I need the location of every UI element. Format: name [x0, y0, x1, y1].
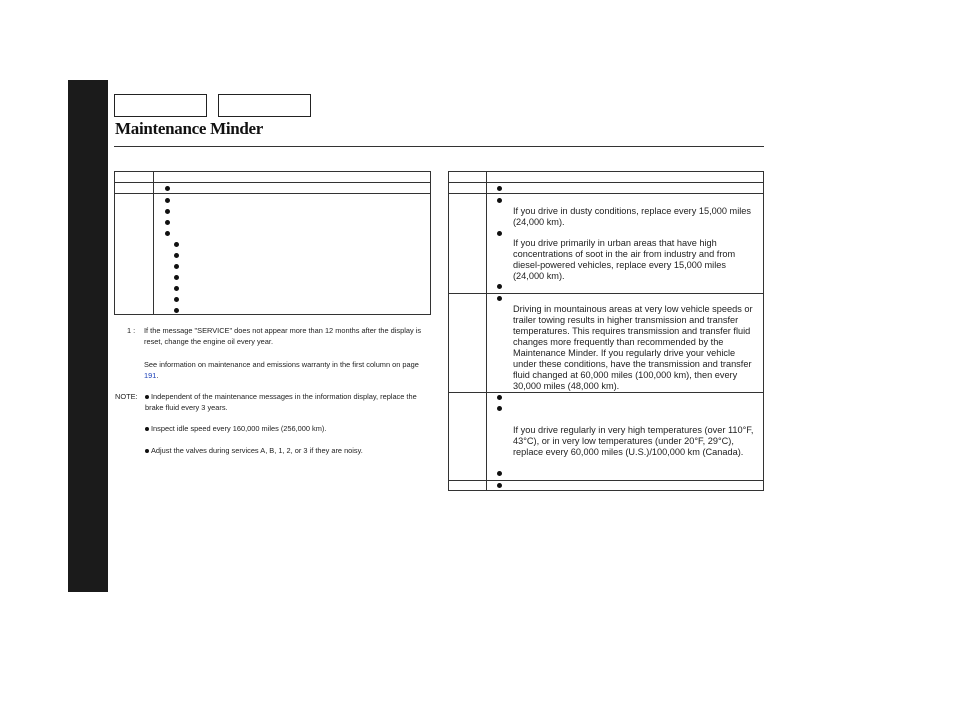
warranty-suffix: . — [156, 370, 159, 380]
bullet-icon — [497, 406, 502, 411]
bullet-icon — [497, 186, 502, 191]
bullet-icon — [174, 264, 179, 269]
bullet-icon — [145, 449, 149, 453]
bullet-icon — [165, 209, 170, 214]
bullet-icon — [497, 231, 502, 236]
note-text: Adjust the valves during services A, B, 1, 2, or 3 if they are noisy. — [151, 446, 363, 455]
bullet-icon — [497, 296, 502, 301]
bullet-icon — [165, 231, 170, 236]
bullet-icon — [497, 284, 502, 289]
table-row — [115, 193, 430, 315]
bullet-icon — [174, 286, 179, 291]
note-text: Independent of the maintenance messages in the information display, replace the brake fluid every 3 years. — [145, 392, 417, 412]
page-title: Maintenance Minder — [115, 119, 264, 138]
note-text: Inspect idle speed every 160,000 miles (256,000 km). — [151, 424, 327, 433]
note-item — [145, 424, 423, 435]
section-side-tab — [68, 80, 108, 592]
note-item — [145, 392, 423, 413]
urban-areas-text: If you drive primarily in urban areas that have high concentrations of soot in the air from industry and from diesel-powered vehicles, replace every 15,000 miles (24,000 km). — [513, 238, 736, 281]
warranty-text: See information on maintenance and emissions warranty in the first column on page — [144, 360, 419, 369]
dusty-conditions-text: If you drive in dusty conditions, replace every 15,000 miles (24,000 km). — [513, 206, 751, 227]
section-tab-2 — [218, 94, 311, 117]
title-divider — [114, 146, 764, 147]
bullet-icon — [165, 186, 170, 191]
note-item — [145, 446, 423, 457]
bullet-icon — [497, 198, 502, 203]
bullet-icon — [497, 471, 502, 476]
maintenance-table-left — [114, 171, 431, 315]
page-link[interactable]: 191 — [144, 370, 157, 380]
footnote-marker: 1 : — [127, 326, 136, 335]
warranty-note — [144, 360, 434, 381]
bullet-icon — [174, 297, 179, 302]
section-tab-1 — [114, 94, 207, 117]
mountain-driving-text: Driving in mountainous areas at very low vehicle speeds or trailer towing results in higher transmission and transfer temperatures. This requires transmission and transfer fluid changes more frequently than recommended by the Maintenance Minder. If you regularly drive your vehicle under these conditions, have the transmission and transfer fluid changed at 60,000 miles (100,000 km), then every 30,000 miles (48,000 km). — [513, 304, 753, 391]
bullet-icon — [174, 275, 179, 280]
bullet-icon — [497, 395, 502, 400]
bullet-icon — [174, 308, 179, 313]
bullet-icon — [145, 427, 149, 431]
bullet-icon — [174, 253, 179, 258]
note-label: NOTE: — [115, 392, 138, 401]
bullet-icon — [174, 242, 179, 247]
bullet-icon — [165, 198, 170, 203]
bullet-icon — [145, 395, 149, 399]
bullet-icon — [497, 483, 502, 488]
temperature-text: If you drive regularly in very high temperatures (over 110°F, 43°C), or in very low temperatures (under 20°F, 29°C), replace every 60,000 miles (U.S.)/100,000 km (Canada). — [513, 425, 754, 457]
maintenance-table-right — [448, 171, 764, 491]
footnote-text: If the message "SERVICE" does not appear more than 12 months after the display is reset, change the engine oil every year. — [144, 326, 422, 346]
bullet-icon — [165, 220, 170, 225]
